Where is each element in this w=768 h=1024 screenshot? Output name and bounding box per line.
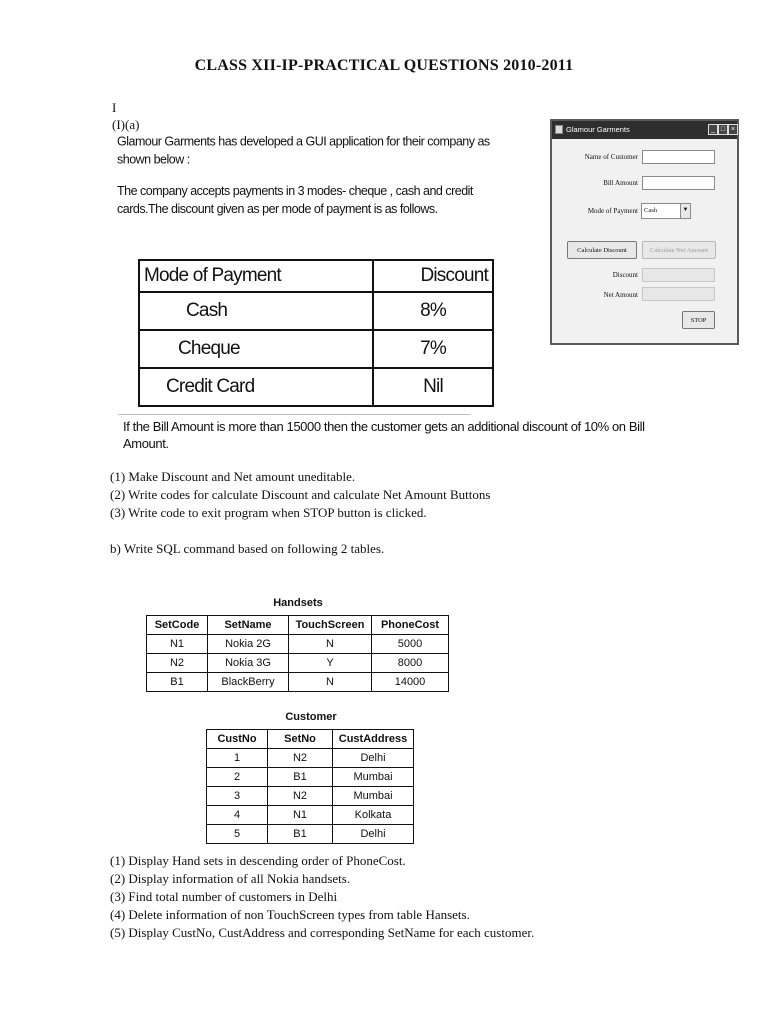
table-cell: 2 — [207, 768, 268, 787]
app-icon — [555, 125, 563, 134]
table-row — [207, 787, 414, 806]
table-cell: BlackBerry — [208, 673, 289, 692]
table-cell: Y — [289, 654, 372, 673]
customer-table — [206, 729, 414, 844]
header-cell: CustNo — [207, 730, 268, 749]
table-cell: 7% — [373, 330, 493, 368]
table-row — [207, 768, 414, 787]
header-cell: TouchScreen — [289, 616, 372, 635]
header-cell: Discount — [373, 260, 493, 292]
payment-mode-select[interactable] — [641, 203, 691, 219]
list-item: (1) Display Hand sets in descending order of PhoneCost. — [110, 853, 406, 868]
table-cell: 3 — [207, 787, 268, 806]
table-header-row — [139, 260, 493, 292]
bill-amount-field[interactable] — [642, 176, 715, 190]
list-item: (2) Write codes for calculate Discount and calculate Net Amount Buttons — [110, 487, 491, 502]
intro-paragraph: Glamour Garments has developed a GUI application for their company as shown below : — [117, 134, 490, 167]
page-title: CLASS XII-IP-PRACTICAL QUESTIONS 2010-2011 — [194, 57, 574, 74]
calculate-net-amount-button[interactable]: Calculate Net Amount — [642, 241, 716, 259]
table-row — [147, 673, 449, 692]
payment-mode-value: Cash — [644, 207, 657, 214]
list-item: (4) Delete information of non TouchScreen types from table Hansets. — [110, 907, 470, 922]
table-cell: Cheque — [139, 330, 373, 368]
list-item: (1) Make Discount and Net amount uneditable. — [110, 469, 356, 484]
bill-amount-note: If the Bill Amount is more than 15000 then the customer gets an additional discount of 10% on Bill Amount. — [123, 419, 645, 451]
payment-mode-label: Mode of Payment — [587, 207, 638, 215]
table-cell: N2 — [268, 787, 333, 806]
payment-discount-table — [138, 259, 494, 407]
list-item: (5) Display CustNo, CustAddress and corresponding SetName for each customer. — [110, 925, 535, 940]
table-row — [207, 749, 414, 768]
section-mark: I — [112, 100, 117, 115]
table-cell: Mumbai — [333, 787, 414, 806]
customer-caption: Customer — [285, 711, 337, 723]
table-cell: 4 — [207, 806, 268, 825]
table-cell: N — [289, 673, 372, 692]
table-row — [139, 368, 493, 406]
bill-amount-label: Bill Amount — [603, 179, 638, 187]
discount-field[interactable] — [642, 268, 715, 282]
table-row — [139, 330, 493, 368]
table-cell: N2 — [268, 749, 333, 768]
net-amount-field[interactable] — [642, 287, 715, 301]
subsection-label: (I)(a) — [112, 117, 140, 132]
table-row — [207, 825, 414, 844]
net-amount-label: Net Amount — [603, 291, 638, 299]
table-cell: N2 — [147, 654, 208, 673]
chevron-down-icon[interactable]: ▼ — [680, 204, 690, 218]
table-row — [147, 635, 449, 654]
table-cell: N1 — [268, 806, 333, 825]
intro-paragraph: The company accepts payments in 3 modes- cheque , cash and credit cards.The discount given as per mode of payment is as follows. — [117, 183, 473, 216]
table-cell: N — [289, 635, 372, 654]
customer-name-field[interactable] — [642, 150, 715, 164]
table-header-row — [147, 616, 449, 635]
list-item: (2) Display information of all Nokia handsets. — [110, 871, 351, 886]
calculate-discount-button[interactable]: Calculate Discount — [567, 241, 637, 259]
header-cell: CustAddress — [333, 730, 414, 749]
table-cell: 8000 — [372, 654, 449, 673]
table-cell: 5 — [207, 825, 268, 844]
table-cell: 14000 — [372, 673, 449, 692]
list-item: (3) Find total number of customers in Delhi — [110, 889, 338, 904]
table-cell: Mumbai — [333, 768, 414, 787]
table-cell: Delhi — [333, 825, 414, 844]
table-cell: Delhi — [333, 749, 414, 768]
table-cell: B1 — [268, 768, 333, 787]
table-cell: N1 — [147, 635, 208, 654]
table-header-row — [207, 730, 414, 749]
table-cell: Nokia 3G — [208, 654, 289, 673]
table-cell: 5000 — [372, 635, 449, 654]
header-cell: SetCode — [147, 616, 208, 635]
table-row — [139, 292, 493, 330]
divider — [118, 414, 470, 415]
handsets-table — [146, 615, 449, 692]
minimize-icon[interactable]: _ — [708, 124, 718, 135]
table-cell: B1 — [268, 825, 333, 844]
table-row — [207, 806, 414, 825]
glamour-garments-window — [550, 119, 739, 345]
header-cell: SetNo — [268, 730, 333, 749]
table-cell: Nokia 2G — [208, 635, 289, 654]
handsets-caption: Handsets — [273, 597, 323, 609]
header-cell: Mode of Payment — [139, 260, 373, 292]
intro-text — [117, 133, 502, 232]
customer-name-label: Name of Customer — [584, 153, 638, 161]
table-row — [147, 654, 449, 673]
table-cell: 8% — [373, 292, 493, 330]
table-cell: Cash — [139, 292, 373, 330]
close-icon[interactable]: × — [728, 124, 738, 135]
table-cell: Kolkata — [333, 806, 414, 825]
table-cell: Nil — [373, 368, 493, 406]
header-cell: SetName — [208, 616, 289, 635]
table-cell: B1 — [147, 673, 208, 692]
list-item: (3) Write code to exit program when STOP button is clicked. — [110, 505, 427, 520]
discount-label: Discount — [612, 271, 638, 279]
window-title: Glamour Garments — [566, 125, 630, 134]
window-titlebar — [552, 121, 737, 139]
maximize-icon[interactable]: □ — [718, 124, 728, 135]
tasks-part-b — [110, 852, 730, 942]
tasks-part-a — [110, 468, 710, 522]
stop-button[interactable]: STOP — [682, 311, 715, 329]
header-cell: PhoneCost — [372, 616, 449, 635]
part-b-heading: b) Write SQL command based on following 2 tables. — [110, 541, 385, 556]
table-cell: 1 — [207, 749, 268, 768]
table-cell: Credit Card — [139, 368, 373, 406]
